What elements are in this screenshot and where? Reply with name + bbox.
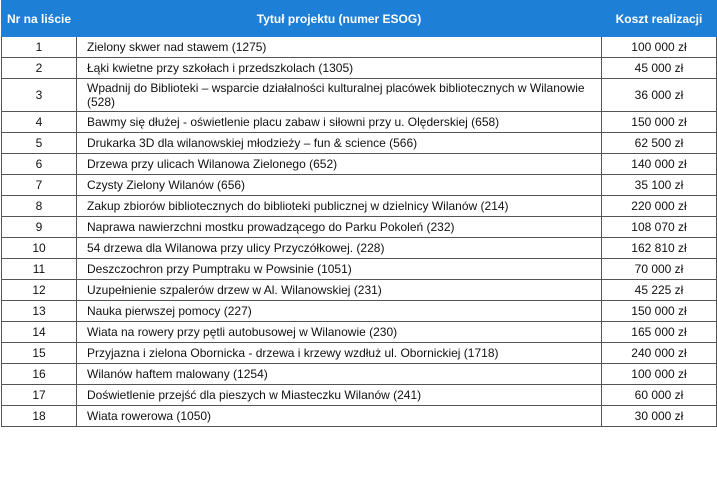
row-number: 3 xyxy=(2,79,77,112)
table-row xyxy=(2,301,717,322)
project-title: Łąki kwietne przy szkołach i przedszkolach (1305) xyxy=(77,58,602,79)
project-cost: 36 000 zł xyxy=(602,79,717,112)
project-title: Zielony skwer nad stawem (1275) xyxy=(77,37,602,58)
project-title: Zakup zbiorów bibliotecznych do biblioteki publicznej w dzielnicy Wilanów (214) xyxy=(77,196,602,217)
project-cost: 165 000 zł xyxy=(602,322,717,343)
project-cost: 220 000 zł xyxy=(602,196,717,217)
row-number: 4 xyxy=(2,112,77,133)
project-title: Doświetlenie przejść dla pieszych w Miasteczku Wilanów (241) xyxy=(77,385,602,406)
row-number: 5 xyxy=(2,133,77,154)
row-number: 2 xyxy=(2,58,77,79)
table-body xyxy=(2,37,717,427)
project-title: Wiata rowerowa (1050) xyxy=(77,406,602,427)
project-cost: 100 000 zł xyxy=(602,364,717,385)
row-number: 7 xyxy=(2,175,77,196)
row-number: 17 xyxy=(2,385,77,406)
table-row xyxy=(2,112,717,133)
project-cost: 30 000 zł xyxy=(602,406,717,427)
project-title: Uzupełnienie szpalerów drzew w Al. Wilanowskiej (231) xyxy=(77,280,602,301)
project-title: Drukarka 3D dla wilanowskiej młodzieży – fun & science (566) xyxy=(77,133,602,154)
table-row xyxy=(2,175,717,196)
table-row xyxy=(2,406,717,427)
project-cost: 100 000 zł xyxy=(602,37,717,58)
project-title: 54 drzewa dla Wilanowa przy ulicy Przyczółkowej. (228) xyxy=(77,238,602,259)
project-title: Drzewa przy ulicach Wilanowa Zielonego (652) xyxy=(77,154,602,175)
project-cost: 45 000 zł xyxy=(602,58,717,79)
table-row xyxy=(2,280,717,301)
row-number: 6 xyxy=(2,154,77,175)
project-cost: 162 810 zł xyxy=(602,238,717,259)
table-row xyxy=(2,79,717,112)
row-number: 13 xyxy=(2,301,77,322)
header-cost: Koszt realizacji xyxy=(602,1,717,37)
project-cost: 70 000 zł xyxy=(602,259,717,280)
table-row xyxy=(2,217,717,238)
project-cost: 60 000 zł xyxy=(602,385,717,406)
header-row xyxy=(2,1,717,37)
row-number: 10 xyxy=(2,238,77,259)
project-cost: 150 000 zł xyxy=(602,112,717,133)
row-number: 1 xyxy=(2,37,77,58)
row-number: 11 xyxy=(2,259,77,280)
row-number: 12 xyxy=(2,280,77,301)
table-row xyxy=(2,58,717,79)
table-row xyxy=(2,133,717,154)
project-title: Wiata na rowery przy pętli autobusowej w Wilanowie (230) xyxy=(77,322,602,343)
project-title: Naprawa nawierzchni mostku prowadzącego do Parku Pokoleń (232) xyxy=(77,217,602,238)
table-row xyxy=(2,385,717,406)
header-nr: Nr na liście xyxy=(2,1,77,37)
project-cost: 35 100 zł xyxy=(602,175,717,196)
table-row xyxy=(2,37,717,58)
table-row xyxy=(2,364,717,385)
project-cost: 240 000 zł xyxy=(602,343,717,364)
table-row xyxy=(2,196,717,217)
header-title: Tytuł projektu (numer ESOG) xyxy=(77,1,602,37)
project-title: Nauka pierwszej pomocy (227) xyxy=(77,301,602,322)
project-title: Deszczochron przy Pumptraku w Powsinie (1051) xyxy=(77,259,602,280)
table-row xyxy=(2,343,717,364)
row-number: 18 xyxy=(2,406,77,427)
project-cost: 62 500 zł xyxy=(602,133,717,154)
project-title: Czysty Zielony Wilanów (656) xyxy=(77,175,602,196)
table-row xyxy=(2,259,717,280)
project-cost: 108 070 zł xyxy=(602,217,717,238)
row-number: 15 xyxy=(2,343,77,364)
project-cost: 140 000 zł xyxy=(602,154,717,175)
project-cost: 45 225 zł xyxy=(602,280,717,301)
projects-table xyxy=(1,0,717,427)
row-number: 9 xyxy=(2,217,77,238)
row-number: 14 xyxy=(2,322,77,343)
table-row xyxy=(2,154,717,175)
table-header xyxy=(2,1,717,37)
project-cost: 150 000 zł xyxy=(602,301,717,322)
table-row xyxy=(2,322,717,343)
table-row xyxy=(2,238,717,259)
project-title: Wpadnij do Biblioteki – wsparcie działalności kulturalnej placówek bibliotecznych w Wilanowie (528) xyxy=(77,79,602,112)
row-number: 8 xyxy=(2,196,77,217)
project-title: Bawmy się dłużej - oświetlenie placu zabaw i siłowni przy u. Olęderskiej (658) xyxy=(77,112,602,133)
row-number: 16 xyxy=(2,364,77,385)
project-title: Przyjazna i zielona Obornicka - drzewa i krzewy wzdłuż ul. Obornickiej (1718) xyxy=(77,343,602,364)
project-title: Wilanów haftem malowany (1254) xyxy=(77,364,602,385)
